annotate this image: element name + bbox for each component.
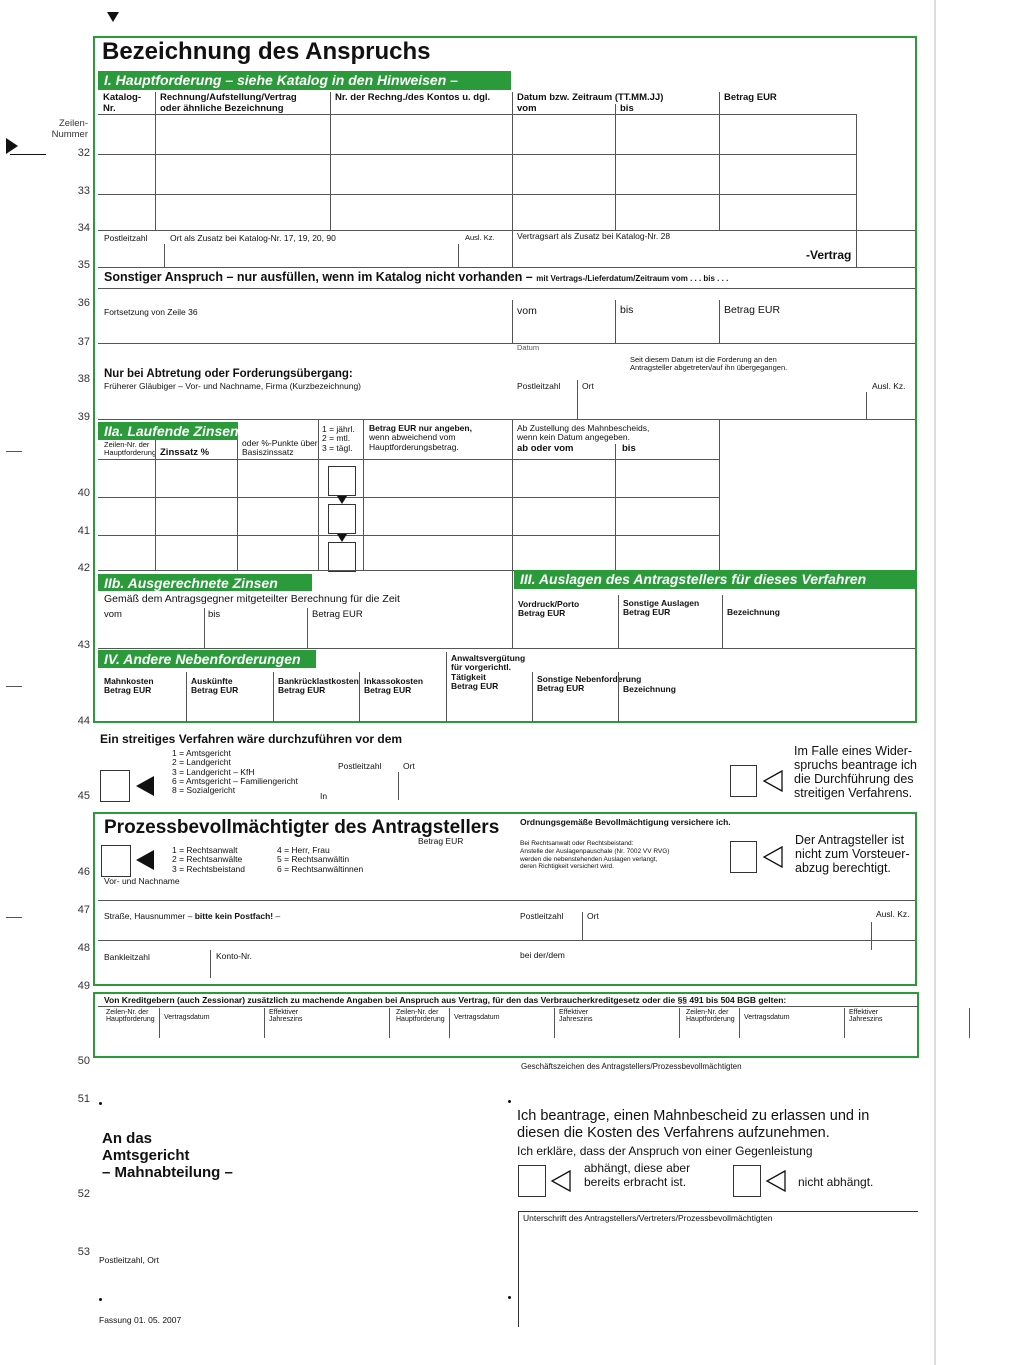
bankleitzahl-label: Bankleitzahl [104, 952, 150, 962]
row-number: 32 [77, 147, 90, 159]
grid-line [866, 392, 867, 420]
seit-diesem-note: Seit diesem Datum ist die Forderung an den Antragsteller abgetreten/auf ihn übergegangen. [630, 355, 788, 372]
ausl-kz-label-2: Ausl. Kz. [872, 381, 906, 391]
iii-vordruck: Vordruck/Porto Betrag EUR [518, 599, 580, 619]
col-bis: bis [620, 103, 634, 114]
grid-line [446, 652, 447, 722]
widerspruch-text: Im Falle eines Wider- spruchs beantrage ich die Durchführung des streitigen Verfahrens. [794, 744, 917, 800]
row-number: 37 [77, 336, 90, 348]
vom-label: vom [517, 305, 537, 317]
iv-col-6: Sonstige Nebenforderung Betrag EUR [537, 674, 642, 694]
iii-sonstige: Sonstige Auslagen Betrag EUR [623, 598, 700, 618]
grid-line [273, 672, 274, 722]
kredit-zeilen: Zeilen-Nr. der Hauptforderung [686, 1009, 735, 1024]
kredit-title: Von Kreditgebern (auch Zessionar) zusätzlich zu machende Angaben bei Anspruch aus Vertrag, für den das Verbraucherkreditgesetz oder die §§ 491 bis 504 BGB gelten: [104, 995, 787, 1005]
an-das-amtsgericht: An das Amtsgericht – Mahnabteilung – [102, 1130, 233, 1181]
grid-line [582, 912, 583, 940]
iia-betrag-text: wenn abweichend vom Hauptforderungsbetrag. [369, 432, 459, 452]
grid-line [615, 104, 616, 230]
unterschrift-label: Unterschrift des Antragstellers/Vertreters/Prozessbevollmächtigten [523, 1213, 773, 1223]
iia-betrag-bold: Betrag EUR nur angeben, [369, 423, 472, 433]
prozess-postleitzahl: Postleitzahl [520, 911, 564, 921]
grid-line [264, 1008, 265, 1038]
grid-line [719, 420, 720, 570]
col-datum: Datum bzw. Zeitraum (TT.MM.JJ) [517, 92, 664, 103]
kredit-datum: Vertragsdatum [164, 1014, 210, 1021]
grid-line [359, 672, 360, 722]
grid-line [98, 1006, 918, 1007]
grid-line [449, 1008, 450, 1038]
kredit-zeilen: Zeilen-Nr. der Hauptforderung [106, 1009, 155, 1024]
grid-line [969, 1008, 970, 1038]
row-number: 50 [77, 1055, 90, 1067]
iib-vom: vom [104, 609, 122, 620]
pointer-outline-icon [762, 770, 784, 792]
strasse-text: Straße, Hausnummer – [104, 911, 193, 921]
court-postleitzahl: Postleitzahl [338, 761, 382, 771]
row-number: 51 [77, 1093, 90, 1105]
kredit-jahreszins: Effektiver Jahreszins [849, 1009, 883, 1024]
court-options: 1 = Amtsgericht 2 = Landgericht 3 = Landgericht – KfH 6 = Amtsgericht – Familiengericht 8 = Sozialgericht [172, 748, 298, 796]
grid-line [512, 570, 513, 648]
row-number: 45 [77, 790, 90, 802]
iv-col-2: Auskünfte Betrag EUR [191, 676, 239, 696]
grid-line [98, 343, 915, 344]
grid-line [512, 300, 513, 344]
grid-line [210, 950, 211, 978]
grid-line [679, 1008, 680, 1038]
grid-line [307, 608, 308, 648]
dot-mark [508, 1296, 511, 1299]
grid-line [186, 672, 187, 722]
prozess-opts-right: 4 = Herr, Frau 5 = Rechtsanwältin 6 = Rechtsanwältinnen [277, 845, 364, 874]
widerspruch-checkbox[interactable] [730, 765, 757, 797]
row-number: 46 [77, 866, 90, 878]
zeilen-label: Zeilen- Nummer [51, 118, 88, 140]
row-number: 43 [77, 639, 90, 651]
grid-line [512, 420, 513, 570]
erklaere-text: Ich erkläre, dass der Anspruch von einer Gegenleistung [517, 1144, 813, 1158]
grid-line [237, 440, 238, 570]
iia-zeilen-nr: Zeilen-Nr. der Hauptforderung [104, 440, 157, 457]
iv-col-5: Anwaltsvergütung für vorgerichtl. Tätigkeit Betrag EUR [451, 653, 526, 692]
row-number: 52 [77, 1188, 90, 1200]
col-vom: vom [517, 103, 537, 114]
grid-line [615, 300, 616, 344]
postleitzahl-label: Postleitzahl [104, 233, 148, 243]
prozess-betrag: Betrag EUR [418, 836, 464, 846]
pointer-left-icon [136, 776, 154, 796]
iib-bis: bis [208, 609, 221, 620]
section-iia-bar: IIa. Laufende Zinsen [98, 422, 238, 440]
grid-line [871, 922, 872, 950]
side-tick-3 [6, 917, 22, 918]
row-number: 53 [77, 1246, 90, 1258]
grid-line [98, 900, 915, 901]
betrag-label: Betrag EUR [724, 304, 781, 316]
page-edge [934, 0, 936, 1365]
grid-line [719, 92, 720, 230]
gegenleistung-nicht-checkbox[interactable] [733, 1165, 761, 1197]
interval-box-2[interactable] [328, 504, 356, 534]
grid-line [98, 648, 915, 649]
signature-field[interactable] [518, 1211, 918, 1327]
grid-line [159, 1008, 160, 1038]
row-number: 44 [77, 715, 90, 727]
ausl-kz-label: Ausl. Kz. [465, 233, 495, 242]
grid-line [618, 595, 619, 648]
vor-nachname-label: Vor- und Nachname [104, 876, 180, 886]
down-arrow-icon [337, 534, 347, 542]
iia-ab-zustellung: Ab Zustellung des Mahnbescheids, wenn kein Datum angegeben. [517, 423, 650, 443]
iia-ab-oder-vom: ab oder vom [517, 443, 574, 454]
grid-line [204, 608, 205, 648]
abhaengt-text: abhängt, diese aber bereits erbracht ist. [584, 1161, 691, 1189]
grid-line [618, 672, 619, 722]
row-number: 39 [77, 411, 90, 423]
col-nr: Nr. der Rechng./des Kontos u. dgl. [335, 92, 491, 103]
court-in: In [320, 791, 328, 801]
gegenleistung-abhaengt-checkbox[interactable] [518, 1165, 546, 1197]
grid-line [512, 92, 513, 230]
vertrag-suffix: -Vertrag [806, 248, 852, 262]
prozess-code-box[interactable] [101, 845, 131, 877]
down-arrow-icon [337, 496, 347, 504]
row-number: 47 [77, 904, 90, 916]
iia-bis: bis [622, 443, 636, 454]
grid-line [532, 672, 533, 722]
bei-label: bei der/dem [520, 950, 565, 960]
iia-zinssatz: Zinssatz % [160, 447, 210, 458]
grid-line [98, 154, 856, 155]
strasse-bold: bitte kein Postfach! [194, 911, 274, 921]
fassung-label: Fassung 01. 05. 2007 [99, 1315, 182, 1325]
postleitzahl-ort-label: Postleitzahl, Ort [99, 1255, 159, 1265]
strasse-end: – [273, 911, 281, 921]
kredit-datum: Vertragsdatum [744, 1014, 790, 1021]
grid-line [98, 459, 719, 460]
interval-box-3[interactable] [328, 542, 356, 572]
grid-line [155, 440, 156, 570]
row-number: 42 [77, 562, 90, 574]
grid-line [577, 380, 578, 420]
sonstiger-text: Sonstiger Anspruch – nur ausfüllen, wenn im Katalog nicht vorhanden – [104, 270, 533, 284]
bis-label: bis [620, 304, 634, 316]
grid-line [615, 444, 616, 570]
vorsteuer-checkbox[interactable] [730, 841, 757, 873]
row-pointer-line [10, 154, 46, 155]
pointer-outline-icon [765, 1170, 787, 1192]
ort-label-2: Ort [582, 381, 594, 391]
grid-line [98, 497, 719, 498]
fortsetzung-label: Fortsetzung von Zeile 36 [104, 307, 198, 317]
row-number: 49 [77, 980, 90, 992]
grid-line [330, 92, 331, 230]
row-number: 41 [77, 525, 90, 537]
row-number: 40 [77, 487, 90, 499]
streitiges-title: Ein streitiges Verfahren wäre durchzuführen vor dem [100, 732, 403, 746]
pointer-outline-icon [762, 846, 784, 868]
sonstiger-small: mit Vertrags-/Lieferdatum/Zeitraum vom . . . bis . . . [536, 274, 729, 283]
iib-text: Gemäß dem Antragsgegner mitgeteilter Berechnung für die Zeit [104, 593, 400, 605]
grid-line [98, 230, 915, 231]
datum-label: Datum [517, 343, 540, 352]
grid-line [856, 114, 857, 268]
prozess-title: Prozessbevollmächtigter des Antragstellers [104, 817, 500, 838]
grid-line [318, 420, 319, 570]
iib-betrag: Betrag EUR [312, 609, 363, 620]
abtretung-sub: Früherer Gläubiger – Vor- und Nachname, Firma (Kurzbezeichnung) [104, 381, 362, 391]
side-tick-2 [6, 686, 22, 687]
prozess-ort: Ort [587, 911, 599, 921]
grid-line [363, 420, 364, 570]
row-pointer-icon [6, 138, 18, 154]
grid-line [719, 300, 720, 344]
geschaeftszeichen-label: Geschäftszeichen des Antragstellers/Prozessbevollmächtigten [521, 1062, 742, 1071]
iia-oder-punkte: oder %-Punkte über Basiszinssatz [242, 438, 318, 458]
postleitzahl-label-2: Postleitzahl [517, 381, 561, 391]
iii-bezeichnung: Bezeichnung [727, 607, 780, 617]
page-title: Bezeichnung des Anspruchs [102, 38, 431, 65]
iia-betrag-note [369, 424, 472, 452]
ordnung-small: Bei Rechtsanwalt oder Rechtsbeistand: Anstelle der Auslagenpauschale (Nr. 7002 VV RVG) werden die nebenstehenden Auslagen verlangt, deren Richtigkeit versichert wird. [520, 840, 670, 871]
grid-line [844, 1008, 845, 1038]
kredit-jahreszins: Effektiver Jahreszins [559, 1009, 593, 1024]
iv-bezeichnung: Bezeichnung [623, 684, 676, 694]
row-number: 33 [77, 185, 90, 197]
nicht-abhaengt-text: nicht abhängt. [798, 1175, 874, 1189]
section-iii-bar: III. Auslagen des Antragstellers für dieses Verfahren [514, 570, 915, 589]
grid-line [98, 194, 856, 195]
pointer-left-icon [136, 850, 154, 870]
grid-line [164, 244, 165, 268]
grid-line [458, 244, 459, 268]
grid-line [389, 1008, 390, 1038]
row-number: 35 [77, 259, 90, 271]
side-tick-1 [6, 451, 22, 452]
ort-zusatz-label: Ort als Zusatz bei Katalog-Nr. 17, 19, 20, 90 [170, 233, 336, 243]
dot-mark [99, 1102, 102, 1105]
iv-col-3: Bankrücklastkosten Betrag EUR [278, 676, 359, 696]
grid-line [98, 267, 915, 268]
top-arrow [107, 12, 119, 22]
ordnung-title: Ordnungsgemäße Bevollmächtigung versichere ich. [520, 817, 731, 827]
kredit-jahreszins: Effektiver Jahreszins [269, 1009, 303, 1024]
grid-line [98, 535, 719, 536]
grid-line [722, 595, 723, 648]
vorsteuer-text: Der Antragsteller ist nicht zum Vorsteuer- abzug berechtigt. [795, 833, 910, 875]
row-number: 36 [77, 297, 90, 309]
strasse-label [104, 912, 280, 921]
section-i-bar: I. Hauptforderung – siehe Katalog in den Hinweisen – [98, 71, 511, 90]
iia-intervals: 1 = jährl. 2 = mtl. 3 = tägl. [322, 424, 355, 453]
grid-line [98, 940, 915, 941]
grid-line [554, 1008, 555, 1038]
vertragsart-label: Vertragsart als Zusatz bei Katalog-Nr. 28 [517, 231, 671, 241]
kredit-datum: Vertragsdatum [454, 1014, 500, 1021]
section-iv-bar: IV. Andere Nebenforderungen [98, 650, 316, 668]
grid-line [98, 419, 915, 420]
row-number: 38 [77, 373, 90, 385]
iv-col-1: Mahnkosten Betrag EUR [104, 676, 154, 696]
dot-mark [99, 1298, 102, 1301]
interval-box-1[interactable] [328, 466, 356, 496]
grid-line [512, 230, 513, 268]
sonstiger-title [104, 270, 728, 284]
grid-line [398, 772, 399, 800]
grid-line [98, 288, 915, 289]
dot-mark [508, 1100, 511, 1103]
grid-line [155, 92, 156, 230]
col-katalog: Katalog- Nr. [103, 92, 141, 114]
abtretung-title: Nur bei Abtretung oder Forderungsübergang: [104, 368, 353, 380]
beantrage-text: Ich beantrage, einen Mahnbescheid zu erlassen und in diesen die Kosten des Verfahrens aufzunehmen. [517, 1108, 870, 1141]
row-number: 34 [77, 222, 90, 234]
col-betrag: Betrag EUR [724, 92, 777, 103]
section-iib-bar: IIb. Ausgerechnete Zinsen [98, 574, 312, 591]
kredit-zeilen: Zeilen-Nr. der Hauptforderung [396, 1009, 445, 1024]
grid-line [739, 1008, 740, 1038]
court-ort: Ort [403, 761, 415, 771]
konto-label: Konto-Nr. [216, 951, 252, 961]
prozess-opts-left: 1 = Rechtsanwalt 2 = Rechtsanwälte 3 = Rechtsbeistand [172, 845, 246, 874]
pointer-outline-icon [550, 1170, 572, 1192]
col-rechnung: Rechnung/Aufstellung/Vertrag oder ähnliche Bezeichnung [160, 92, 297, 114]
prozess-ausl-kz: Ausl. Kz. [876, 909, 910, 919]
grid-line [98, 114, 856, 115]
court-code-box[interactable] [100, 770, 130, 802]
row-number: 48 [77, 942, 90, 954]
iv-col-4: Inkassokosten Betrag EUR [364, 676, 424, 696]
